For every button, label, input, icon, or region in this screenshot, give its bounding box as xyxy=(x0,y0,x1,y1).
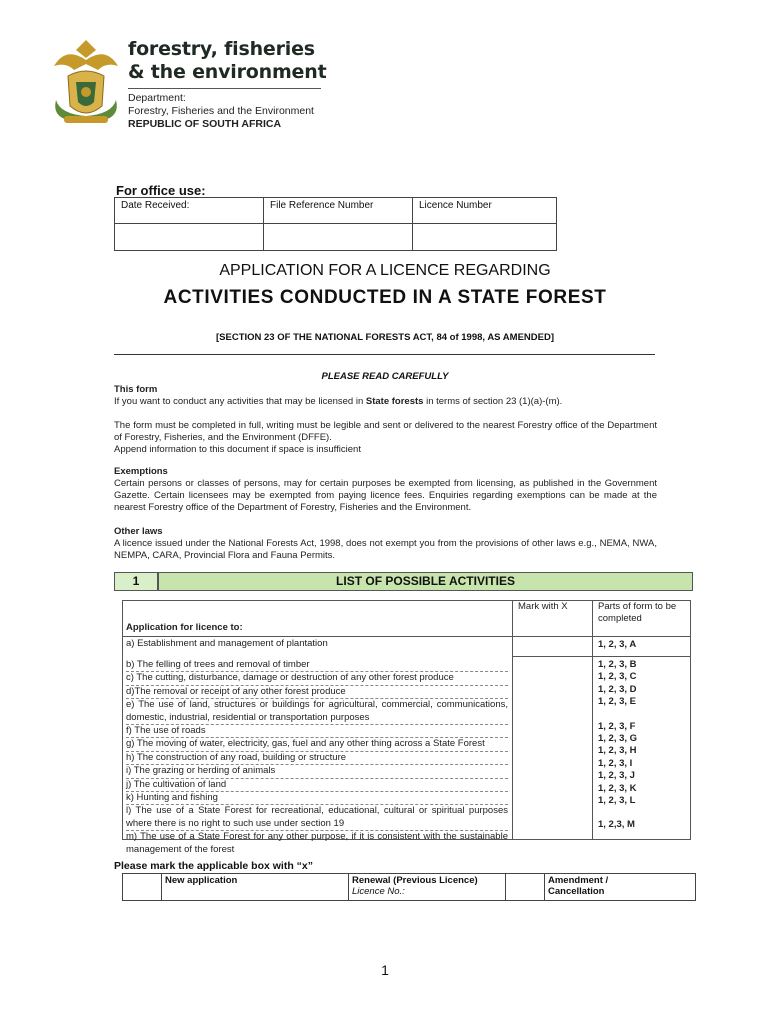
coat-of-arms-logo xyxy=(46,36,126,128)
divider-rule xyxy=(114,354,655,355)
this-form-heading: This form xyxy=(114,384,158,395)
activity-item: k) Hunting and fishing xyxy=(126,792,508,805)
parts-item: 1, 2, 3, G xyxy=(598,733,638,745)
file-reference-cell[interactable] xyxy=(264,224,413,251)
mark-box-a[interactable] xyxy=(513,600,591,656)
file-reference-header: File Reference Number xyxy=(264,198,413,224)
brand-line-2: & the environment xyxy=(128,61,327,83)
activity-list xyxy=(126,659,508,856)
table-divider xyxy=(122,636,690,637)
activity-item: m) The use of a State Forest for any other purpose, if it is consistent with the sustainable management of the forest xyxy=(126,831,508,855)
parts-item: 1, 2, 3, F xyxy=(598,720,636,732)
mark-box-activities[interactable] xyxy=(513,657,591,838)
activity-item: j) The cultivation of land xyxy=(126,779,508,792)
parts-item: 1, 2,3, M xyxy=(598,819,635,831)
form-title-line1: APPLICATION FOR A LICENCE REGARDING xyxy=(219,262,551,279)
activity-item: c) The cutting, disturbance, damage or destruction of any other forest produce xyxy=(126,672,508,685)
renewal-checkbox[interactable] xyxy=(506,874,545,901)
other-laws-heading: Other laws xyxy=(114,526,163,537)
parts-list xyxy=(598,659,678,832)
read-carefully-heading: PLEASE READ CAREFULLY xyxy=(321,371,449,382)
exemptions-heading: Exemptions xyxy=(114,466,168,477)
activity-item: b) The felling of trees and removal of timber xyxy=(126,659,508,672)
activity-item: e) The use of land, structures or buildings for agricultural, commercial, communications, domestic, industrial, residential or transportation purposes xyxy=(126,699,508,725)
application-heading: Application for licence to: xyxy=(126,622,243,633)
date-received-header: Date Received: xyxy=(115,198,264,224)
office-use-title: For office use: xyxy=(116,183,206,198)
amendment-label: Amendment / Cancellation xyxy=(545,874,696,901)
renewal-label: Renewal (Previous Licence) Licence No.: xyxy=(349,874,506,901)
section-number: 1 xyxy=(114,572,158,591)
parts-a: 1, 2, 3, A xyxy=(598,639,637,650)
form-title-line2: ACTIVITIES CONDUCTED IN A STATE FOREST xyxy=(163,287,607,308)
parts-item: 1, 2, 3, B xyxy=(598,659,637,670)
licence-number-header: Licence Number xyxy=(413,198,557,224)
parts-item: 1, 2, 3, L xyxy=(598,795,636,807)
page-number: 1 xyxy=(381,962,389,978)
brand-divider xyxy=(128,88,321,89)
country-name: REPUBLIC OF SOUTH AFRICA xyxy=(128,118,282,130)
activity-item: h) The construction of any road, building or structure xyxy=(126,752,508,765)
new-application-label: New application xyxy=(162,874,349,901)
dept-label: Department: xyxy=(128,92,186,104)
brand-line-1: forestry, fisheries xyxy=(128,38,315,60)
licence-number-cell[interactable] xyxy=(413,224,557,251)
section-title: LIST OF POSSIBLE ACTIVITIES xyxy=(158,572,693,591)
mark-with-x-header: Mark with X xyxy=(518,601,568,612)
this-form-text: If you want to conduct any activities that may be licensed in State forests in terms of section 23 (1)(a)-(m). xyxy=(114,396,563,407)
mark-heading: Please mark the applicable box with “x” xyxy=(114,860,313,872)
activity-item: g) The moving of water, electricity, gas, fuel and any other thing across a State Forest xyxy=(126,738,508,751)
parts-item: 1, 2, 3, I xyxy=(598,757,633,769)
activity-item: f) The use of roads xyxy=(126,725,508,738)
exemptions-text: Certain persons or classes of persons, may for certain purposes be exempted from licensing, as published in the Government Gazette. Certain licensees may be exempted from paying licence fees. Enquiries regarding exemptions can be made at the nearest Forestry office of the Department of Forestry, Fisheries and the Environment. xyxy=(114,478,657,513)
new-application-checkbox[interactable] xyxy=(123,874,162,901)
application-type-table xyxy=(122,873,696,901)
parts-header: Parts of form to be completed xyxy=(598,601,677,624)
append-instructions: Append information to this document if space is insufficient xyxy=(114,444,361,455)
activity-a: a) Establishment and management of plantation xyxy=(126,638,328,649)
date-received-cell[interactable] xyxy=(115,224,264,251)
parts-item: 1, 2, 3, J xyxy=(598,770,635,782)
other-laws-text: A licence issued under the National Forests Act, 1998, does not exempt you from the provisions of other laws e.g., NEMA, NWA, NEMPA, CARA, Provincial Flora and Fauna Permits. xyxy=(114,538,657,561)
activity-item: i) The grazing or herding of animals xyxy=(126,765,508,778)
parts-item: 1, 2, 3, C xyxy=(598,671,637,683)
parts-item: 1, 2, 3, E xyxy=(598,696,637,708)
parts-item: 1, 2, 3, K xyxy=(598,782,637,794)
complete-instructions: The form must be completed in full, writing must be legible and sent or delivered to the nearest Forestry office of the Department of Forestry, Fisheries, and the Environment (DFFE). xyxy=(114,420,657,443)
parts-item: 1, 2, 3, H xyxy=(598,745,637,757)
activity-item: d)The removal or receipt of any other forest produce xyxy=(126,686,508,699)
parts-item: 1, 2, 3, D xyxy=(598,683,637,695)
activity-item: l) The use of a State Forest for recreational, educational, cultural or spiritual purposes where there is no right to such use under section 19 xyxy=(126,805,508,831)
office-use-table xyxy=(114,197,557,251)
dept-name: Forestry, Fisheries and the Environment xyxy=(128,105,314,117)
section-reference: [SECTION 23 OF THE NATIONAL FORESTS ACT, 84 of 1998, AS AMENDED] xyxy=(216,332,554,343)
